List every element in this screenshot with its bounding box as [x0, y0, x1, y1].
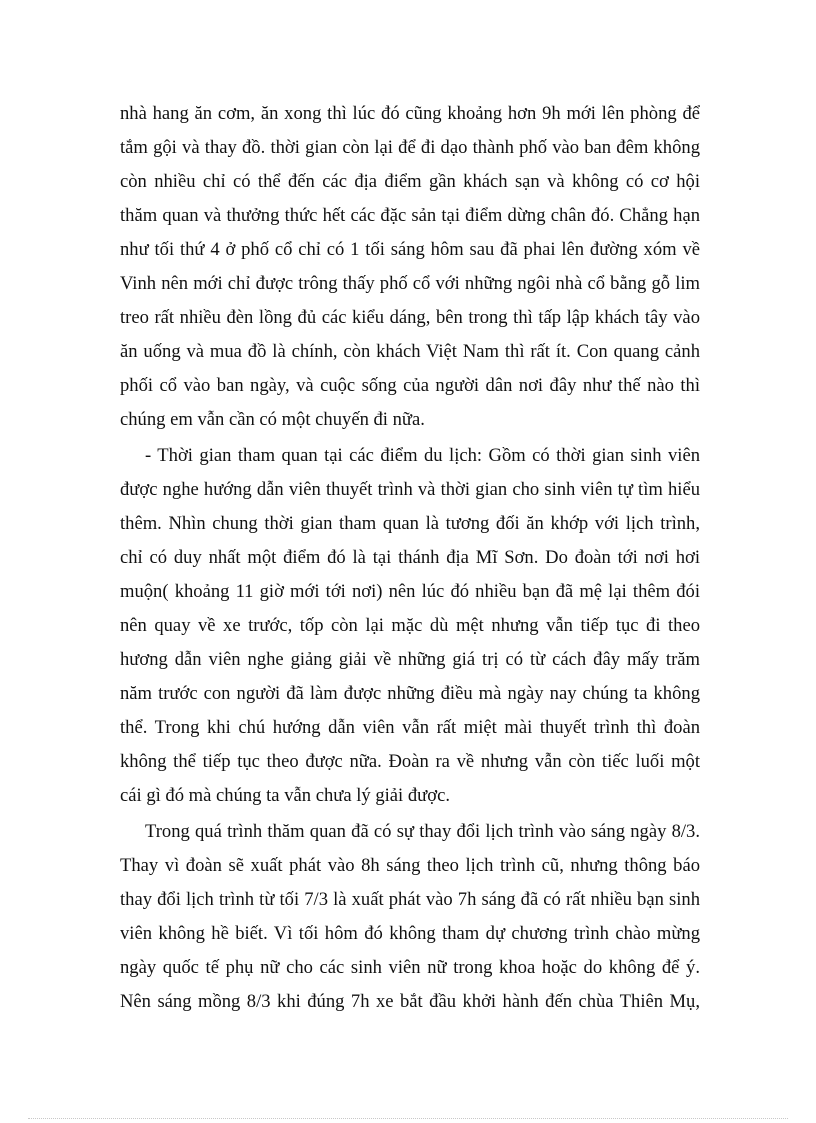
- text-line: treo rất nhiều đèn lồng đủ các kiểu dáng, bên trong thì tấp lập khách tây vào: [120, 307, 700, 328]
- text-line: - Thời gian tham quan tại các điểm du lịch: Gồm có thời gian sinh viên: [145, 445, 700, 466]
- text-line: chúng em vẫn cần có một chuyến đi nữa.: [120, 409, 425, 430]
- text-line: ngày quốc tế phụ nữ cho các sinh viên nữ trong khoa hoặc do không để ý.: [120, 957, 700, 978]
- text-line: viên không hề biết. Vì tối hôm đó không tham dự chương trình chào mừng: [120, 923, 700, 944]
- text-line: ăn uống và mua đồ là chính, còn khách Việt Nam thì rất ít. Con quang cảnh: [120, 341, 700, 362]
- text-line: phối cổ vào ban ngày, và cuộc sống của người dân nơi đây như thế nào thì: [120, 375, 700, 396]
- text-line: chỉ có duy nhất một điểm đó là tại thánh địa Mĩ Sơn. Do đoàn tới nơi hơi: [120, 547, 700, 568]
- text-line: thể. Trong khi chú hướng dẫn viên vẫn rất miệt mài thuyết trình thì đoàn: [120, 717, 700, 738]
- text-line: Nên sáng mồng 8/3 khi đúng 7h xe bắt đầu khởi hành đến chùa Thiên Mụ,: [120, 991, 700, 1012]
- text-line: thêm. Nhìn chung thời gian tham quan là tương đối ăn khớp với lịch trình,: [120, 513, 700, 534]
- text-line: cái gì đó mà chúng ta vẫn chưa lý giải được.: [120, 785, 450, 806]
- text-line: Vinh nên mới chỉ được trông thấy phố cổ với những ngôi nhà cổ bằng gỗ lim: [120, 273, 700, 294]
- text-line: còn nhiều chỉ có thể đến các địa điểm gần khách sạn và không có cơ hội: [120, 171, 700, 192]
- text-line: tắm gội và thay đồ. thời gian còn lại để đi dạo thành phố vào ban đêm không: [120, 137, 700, 158]
- footer-divider: [28, 1118, 788, 1119]
- text-line: thay đổi lịch trình từ tối 7/3 là xuất phát vào 7h sáng đã có rất nhiều bạn sinh: [120, 889, 700, 910]
- text-line: không thể tiếp tục theo được nữa. Đoàn ra về nhưng vẫn còn tiếc luối một: [120, 751, 700, 772]
- text-line: Trong quá trình thăm quan đã có sự thay đổi lịch trình vào sáng ngày 8/3.: [145, 821, 700, 842]
- text-line: năm trước con người đã làm được những điều mà ngày nay chúng ta không: [120, 683, 700, 704]
- text-line: nên quay về xe trước, tốp còn lại mặc dù mệt nhưng vẫn tiếp tục đi theo: [120, 615, 700, 636]
- text-line: nhà hang ăn cơm, ăn xong thì lúc đó cũng khoảng hơn 9h mới lên phòng để: [120, 103, 700, 124]
- text-line: như tối thứ 4 ở phố cổ chỉ có 1 tối sáng hôm sau đã phai lên đường xóm về: [120, 239, 700, 260]
- text-line: hương dẫn viên nghe giảng giải về những giá trị có từ cách đây mấy trăm: [120, 649, 700, 670]
- text-line: thăm quan và thưởng thức hết các đặc sản tại điểm dừng chân đó. Chẳng hạn: [120, 205, 700, 226]
- text-line: được nghe hướng dẫn viên thuyết trình và thời gian cho sinh viên tự tìm hiểu: [120, 479, 700, 500]
- text-line: Thay vì đoàn sẽ xuất phát vào 8h sáng theo lịch trình cũ, nhưng thông báo: [120, 855, 700, 876]
- text-line: muộn( khoảng 11 giờ mới tới nơi) nên lúc đó nhiều bạn đã mệ lại thêm đói: [120, 581, 700, 602]
